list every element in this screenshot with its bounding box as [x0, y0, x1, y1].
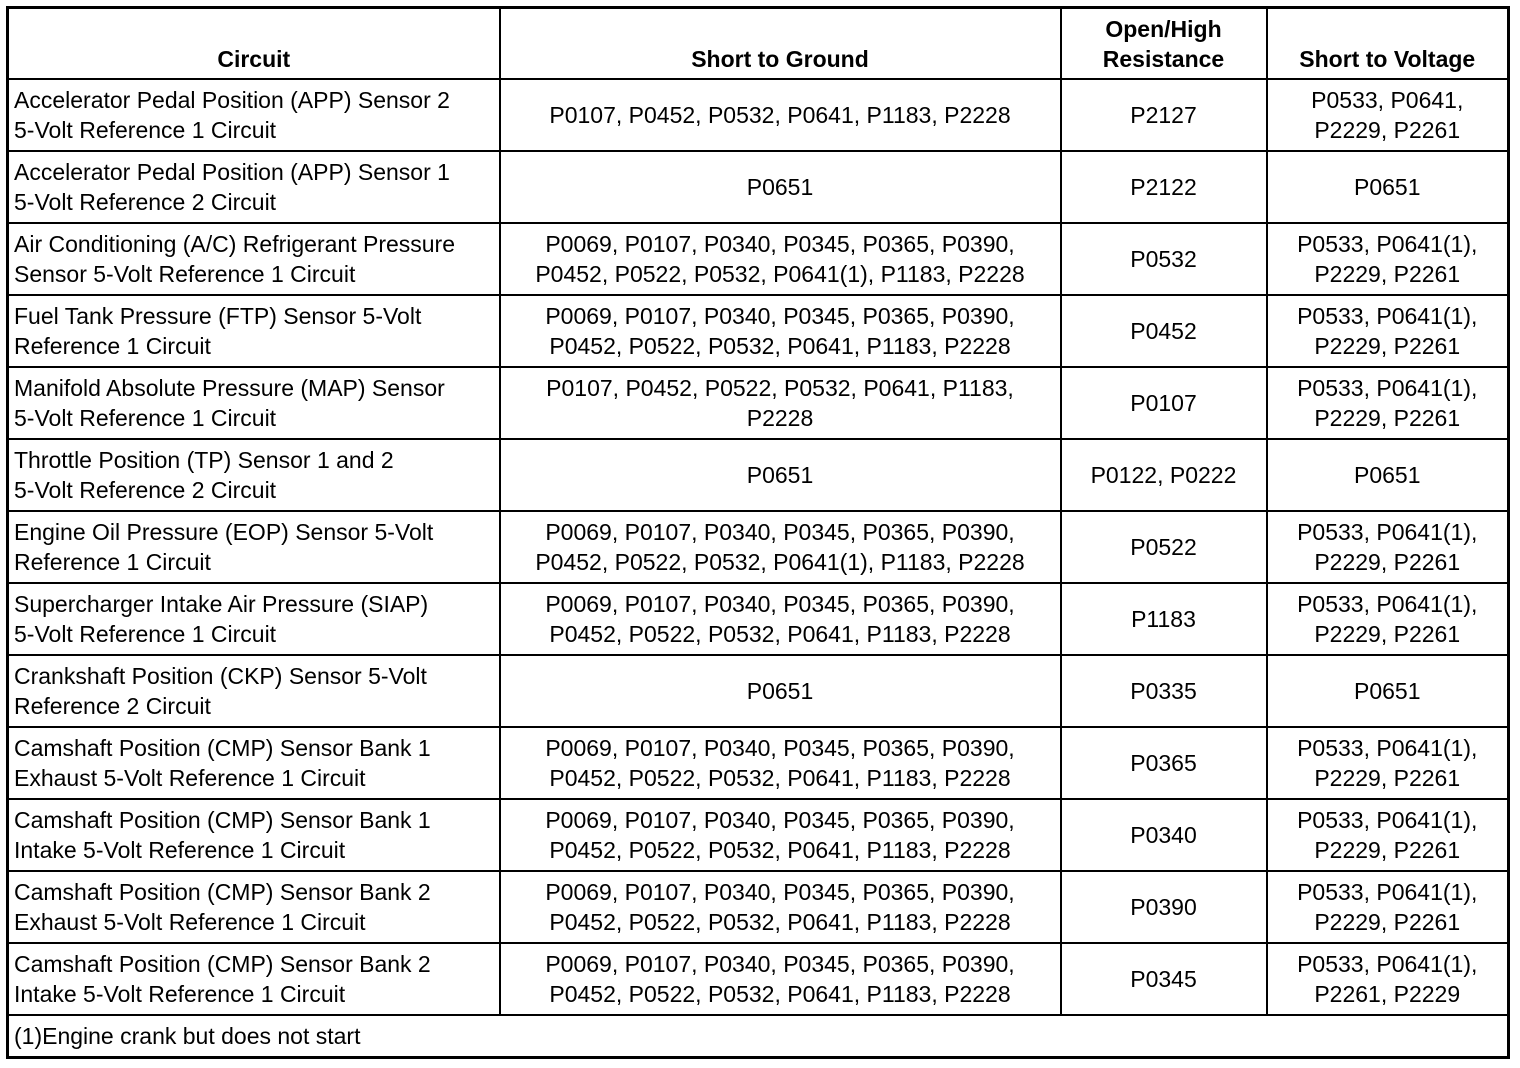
- cell-open-high-resistance: [1061, 511, 1267, 583]
- cell-short-to-ground: [500, 655, 1061, 727]
- cell-circuit-line: Engine Oil Pressure (EOP) Sensor 5-Volt: [14, 518, 434, 545]
- cell-short-to-ground: [500, 799, 1061, 871]
- cell-short-to-ground-line: P0069, P0107, P0340, P0345, P0365, P0390,: [545, 878, 1015, 905]
- cell-short-to-ground-line: P0107, P0452, P0522, P0532, P0641, P1183,: [546, 374, 1014, 401]
- cell-circuit-line: Fuel Tank Pressure (FTP) Sensor 5-Volt: [14, 302, 422, 329]
- cell-circuit-line: 5-Volt Reference 2 Circuit: [14, 476, 277, 503]
- table-row: [8, 727, 1509, 799]
- cell-short-to-voltage-line: P0533, P0641(1),: [1297, 878, 1478, 905]
- cell-short-to-ground-line: P0452, P0522, P0532, P0641, P1183, P2228: [549, 836, 1011, 863]
- table-row: [8, 295, 1509, 367]
- header-short-to-ground: Short to Ground: [500, 8, 1061, 79]
- cell-short-to-ground-line: P0452, P0522, P0532, P0641(1), P1183, P2228: [535, 260, 1025, 287]
- cell-circuit-line: Crankshaft Position (CKP) Sensor 5-Volt: [14, 662, 427, 689]
- cell-short-to-ground-line: P0651: [746, 173, 814, 200]
- cell-open-high-resistance: [1061, 655, 1267, 727]
- cell-circuit: [8, 655, 500, 727]
- cell-short-to-voltage-line: P0533, P0641(1),: [1297, 806, 1478, 833]
- cell-circuit-line: Accelerator Pedal Position (APP) Sensor 1: [14, 158, 450, 185]
- cell-circuit-line: Exhaust 5-Volt Reference 1 Circuit: [14, 908, 366, 935]
- cell-short-to-ground: [500, 439, 1061, 511]
- cell-open-high-resistance: [1061, 79, 1267, 151]
- cell-open-high-resistance: [1061, 151, 1267, 223]
- cell-circuit: [8, 799, 500, 871]
- cell-circuit-line: Manifold Absolute Pressure (MAP) Sensor: [14, 374, 445, 401]
- cell-short-to-voltage-line: P0533, P0641(1),: [1297, 590, 1478, 617]
- cell-circuit: [8, 511, 500, 583]
- cell-short-to-voltage: [1267, 79, 1509, 151]
- cell-open-high-resistance-line: P0522: [1130, 533, 1197, 560]
- footnote: (1)Engine crank but does not start: [8, 1015, 1509, 1058]
- table-row: [8, 943, 1509, 1015]
- cell-short-to-ground-line: P0452, P0522, P0532, P0641, P1183, P2228: [549, 332, 1011, 359]
- dtc-circuit-table: [6, 6, 1510, 1059]
- cell-open-high-resistance-line: P0365: [1130, 749, 1197, 776]
- header-open-high-line-1: Open/High: [1105, 15, 1222, 42]
- cell-short-to-voltage-line: P2229, P2261: [1314, 836, 1461, 863]
- table-row: [8, 583, 1509, 655]
- cell-short-to-voltage: [1267, 151, 1509, 223]
- cell-short-to-ground-line: P0069, P0107, P0340, P0345, P0365, P0390,: [545, 302, 1015, 329]
- cell-short-to-ground-line: P0069, P0107, P0340, P0345, P0365, P0390,: [545, 590, 1015, 617]
- cell-short-to-ground-line: P2228: [746, 404, 814, 431]
- cell-short-to-voltage-line: P0651: [1353, 677, 1421, 704]
- cell-short-to-ground-line: P0651: [746, 461, 814, 488]
- cell-circuit-line: 5-Volt Reference 2 Circuit: [14, 188, 277, 215]
- cell-short-to-voltage: [1267, 871, 1509, 943]
- cell-short-to-ground: [500, 511, 1061, 583]
- cell-short-to-voltage-line: P0533, P0641(1),: [1297, 950, 1478, 977]
- cell-short-to-voltage-line: P2229, P2261: [1314, 116, 1461, 143]
- cell-short-to-ground-line: P0452, P0522, P0532, P0641(1), P1183, P2228: [535, 548, 1025, 575]
- cell-short-to-ground-line: P0069, P0107, P0340, P0345, P0365, P0390,: [545, 230, 1015, 257]
- cell-short-to-voltage: [1267, 943, 1509, 1015]
- cell-short-to-voltage-line: P0651: [1353, 173, 1421, 200]
- cell-open-high-resistance: [1061, 583, 1267, 655]
- table-row: [8, 799, 1509, 871]
- cell-short-to-voltage: [1267, 295, 1509, 367]
- cell-short-to-ground-line: P0069, P0107, P0340, P0345, P0365, P0390,: [545, 950, 1015, 977]
- cell-circuit-line: Camshaft Position (CMP) Sensor Bank 1: [14, 806, 431, 833]
- cell-short-to-voltage: [1267, 223, 1509, 295]
- cell-short-to-voltage-line: P0533, P0641(1),: [1297, 230, 1478, 257]
- cell-circuit-line: Sensor 5-Volt Reference 1 Circuit: [14, 260, 356, 287]
- cell-short-to-ground-line: P0452, P0522, P0532, P0641, P1183, P2228: [549, 620, 1011, 647]
- cell-circuit-line: Air Conditioning (A/C) Refrigerant Pressure: [14, 230, 456, 257]
- cell-open-high-resistance: [1061, 727, 1267, 799]
- cell-circuit: [8, 871, 500, 943]
- cell-short-to-ground: [500, 727, 1061, 799]
- cell-open-high-resistance-line: P2127: [1130, 101, 1197, 128]
- cell-short-to-ground: [500, 871, 1061, 943]
- cell-circuit-line: 5-Volt Reference 1 Circuit: [14, 116, 277, 143]
- cell-circuit-line: Camshaft Position (CMP) Sensor Bank 2: [14, 878, 431, 905]
- cell-short-to-ground: [500, 151, 1061, 223]
- cell-short-to-ground: [500, 943, 1061, 1015]
- cell-circuit: [8, 367, 500, 439]
- cell-short-to-ground: [500, 583, 1061, 655]
- cell-open-high-resistance: [1061, 223, 1267, 295]
- table-row: [8, 439, 1509, 511]
- cell-open-high-resistance-line: P0340: [1130, 821, 1197, 848]
- cell-short-to-voltage: [1267, 799, 1509, 871]
- table-row: [8, 151, 1509, 223]
- cell-short-to-voltage-line: P2229, P2261: [1314, 332, 1461, 359]
- cell-short-to-voltage-line: P0533, P0641(1),: [1297, 734, 1478, 761]
- cell-open-high-resistance: [1061, 871, 1267, 943]
- cell-circuit-line: Throttle Position (TP) Sensor 1 and 2: [14, 446, 394, 473]
- table-header-row: [8, 8, 1509, 79]
- cell-short-to-ground-line: P0452, P0522, P0532, P0641, P1183, P2228: [549, 980, 1011, 1007]
- cell-open-high-resistance-line: P0335: [1130, 677, 1197, 704]
- cell-circuit-line: 5-Volt Reference 1 Circuit: [14, 404, 277, 431]
- cell-short-to-voltage: [1267, 727, 1509, 799]
- cell-short-to-ground-line: P0452, P0522, P0532, P0641, P1183, P2228: [549, 908, 1011, 935]
- table-body: [8, 79, 1509, 1015]
- cell-short-to-ground: [500, 223, 1061, 295]
- cell-circuit-line: Intake 5-Volt Reference 1 Circuit: [14, 836, 346, 863]
- cell-circuit: [8, 439, 500, 511]
- cell-short-to-ground-line: P0452, P0522, P0532, P0641, P1183, P2228: [549, 764, 1011, 791]
- cell-open-high-resistance: [1061, 367, 1267, 439]
- cell-short-to-ground: [500, 79, 1061, 151]
- cell-short-to-voltage: [1267, 583, 1509, 655]
- cell-short-to-ground-line: P0069, P0107, P0340, P0345, P0365, P0390,: [545, 806, 1015, 833]
- cell-circuit: [8, 295, 500, 367]
- cell-short-to-ground-line: P0651: [746, 677, 814, 704]
- cell-open-high-resistance-line: P0122, P0222: [1090, 461, 1237, 488]
- cell-circuit-line: Exhaust 5-Volt Reference 1 Circuit: [14, 764, 366, 791]
- cell-open-high-resistance: [1061, 439, 1267, 511]
- cell-short-to-voltage-line: P0533, P0641(1),: [1297, 518, 1478, 545]
- header-open-high-line-2: Resistance: [1102, 45, 1225, 72]
- cell-open-high-resistance-line: P1183: [1131, 605, 1196, 632]
- table-row: [8, 871, 1509, 943]
- cell-circuit: [8, 223, 500, 295]
- header-short-to-voltage: Short to Voltage: [1267, 8, 1509, 79]
- header-open-high-resistance: [1061, 8, 1267, 79]
- cell-circuit-line: Camshaft Position (CMP) Sensor Bank 1: [14, 734, 431, 761]
- cell-short-to-voltage: [1267, 655, 1509, 727]
- cell-short-to-voltage: [1267, 439, 1509, 511]
- cell-short-to-voltage-line: P0533, P0641,: [1311, 86, 1464, 113]
- table-row: [8, 79, 1509, 151]
- cell-short-to-voltage-line: P0533, P0641(1),: [1297, 374, 1478, 401]
- table-row: [8, 511, 1509, 583]
- cell-open-high-resistance: [1061, 295, 1267, 367]
- cell-open-high-resistance-line: P2122: [1130, 173, 1197, 200]
- cell-open-high-resistance-line: P0345: [1130, 965, 1197, 992]
- cell-short-to-voltage-line: P2261, P2229: [1314, 980, 1461, 1007]
- cell-circuit: [8, 943, 500, 1015]
- table-row: [8, 655, 1509, 727]
- cell-open-high-resistance-line: P0107: [1130, 389, 1197, 416]
- cell-short-to-voltage-line: P0533, P0641(1),: [1297, 302, 1478, 329]
- cell-short-to-voltage-line: P2229, P2261: [1314, 404, 1461, 431]
- cell-circuit: [8, 727, 500, 799]
- cell-circuit: [8, 79, 500, 151]
- cell-open-high-resistance: [1061, 799, 1267, 871]
- cell-short-to-voltage-line: P2229, P2261: [1314, 620, 1461, 647]
- cell-open-high-resistance-line: P0532: [1130, 245, 1197, 272]
- footnote-row: [8, 1015, 1509, 1058]
- cell-short-to-ground-line: P0069, P0107, P0340, P0345, P0365, P0390,: [545, 518, 1015, 545]
- cell-circuit-line: Reference 1 Circuit: [14, 332, 211, 359]
- cell-short-to-voltage-line: P2229, P2261: [1314, 548, 1461, 575]
- cell-short-to-voltage-line: P2229, P2261: [1314, 908, 1461, 935]
- cell-short-to-voltage: [1267, 511, 1509, 583]
- cell-circuit-line: Supercharger Intake Air Pressure (SIAP): [14, 590, 429, 617]
- cell-open-high-resistance: [1061, 943, 1267, 1015]
- cell-short-to-voltage-line: P2229, P2261: [1314, 764, 1461, 791]
- cell-circuit-line: Reference 2 Circuit: [14, 692, 211, 719]
- header-circuit: Circuit: [8, 8, 500, 79]
- cell-open-high-resistance-line: P0452: [1130, 317, 1197, 344]
- cell-circuit-line: 5-Volt Reference 1 Circuit: [14, 620, 277, 647]
- cell-open-high-resistance-line: P0390: [1130, 893, 1197, 920]
- cell-circuit-line: Intake 5-Volt Reference 1 Circuit: [14, 980, 346, 1007]
- cell-circuit-line: Reference 1 Circuit: [14, 548, 211, 575]
- cell-circuit: [8, 583, 500, 655]
- table-row: [8, 367, 1509, 439]
- cell-short-to-ground: [500, 367, 1061, 439]
- cell-circuit-line: Accelerator Pedal Position (APP) Sensor 2: [14, 86, 450, 113]
- cell-short-to-ground-line: P0069, P0107, P0340, P0345, P0365, P0390,: [545, 734, 1015, 761]
- cell-short-to-ground: [500, 295, 1061, 367]
- cell-short-to-ground-line: P0107, P0452, P0532, P0641, P1183, P2228: [549, 101, 1011, 128]
- cell-short-to-voltage: [1267, 367, 1509, 439]
- cell-short-to-voltage-line: P2229, P2261: [1314, 260, 1461, 287]
- cell-circuit-line: Camshaft Position (CMP) Sensor Bank 2: [14, 950, 431, 977]
- table-row: [8, 223, 1509, 295]
- cell-short-to-voltage-line: P0651: [1353, 461, 1421, 488]
- cell-circuit: [8, 151, 500, 223]
